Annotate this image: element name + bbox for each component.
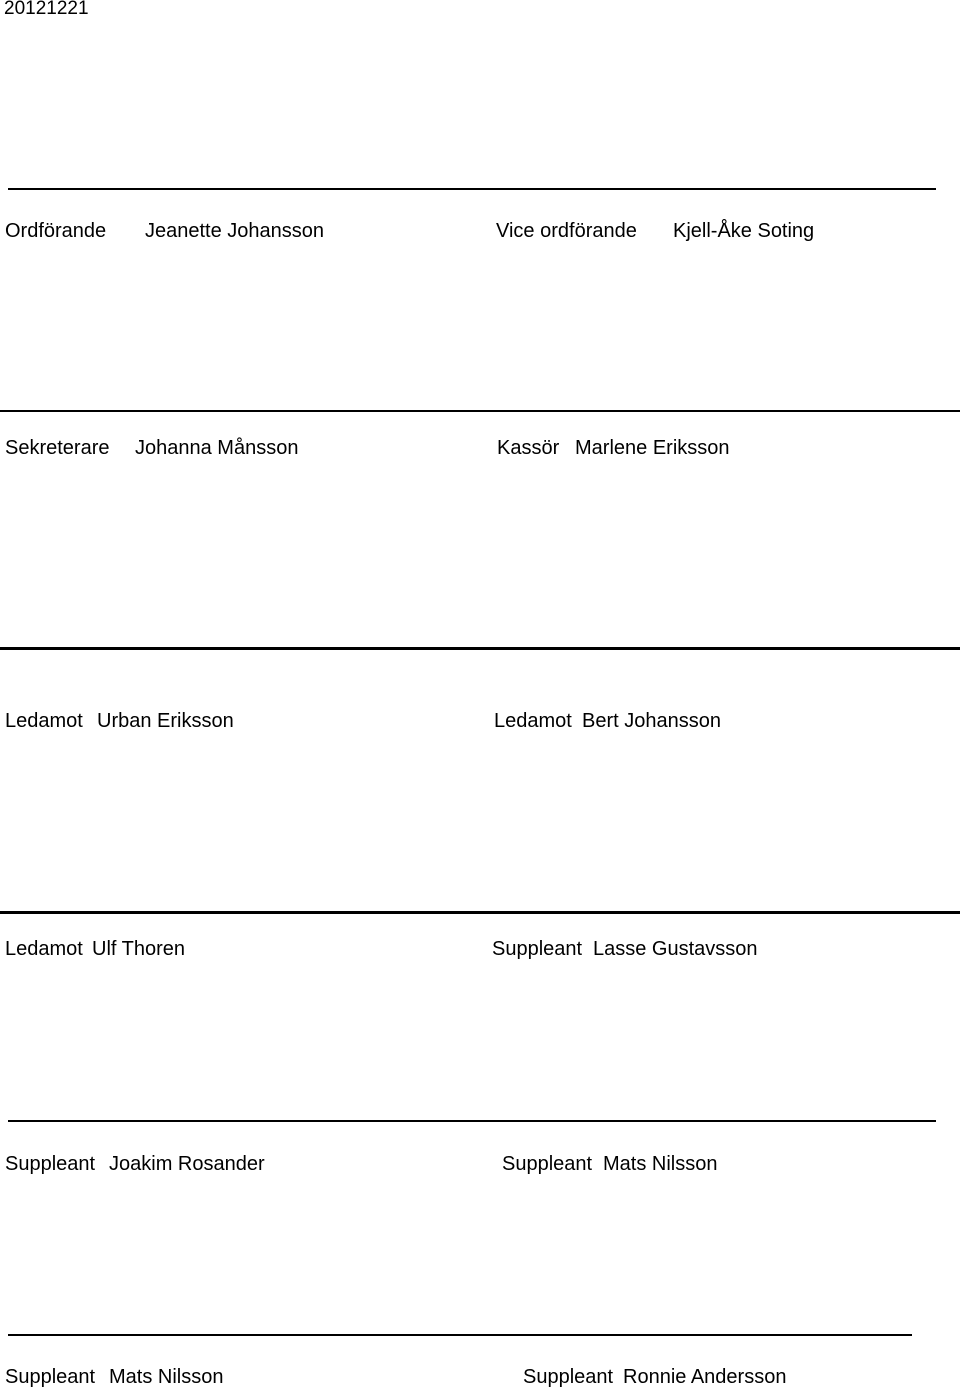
- signature-line: [0, 911, 960, 914]
- role-label: Kassör: [497, 437, 560, 459]
- member-name: Jeanette Johansson: [145, 220, 325, 242]
- signature-row: [0, 435, 960, 461]
- role-label: Suppleant: [492, 938, 583, 960]
- member-name: Urban Eriksson: [97, 710, 234, 732]
- signature-line: [8, 1120, 936, 1122]
- member-name: Mats Nilsson: [603, 1153, 718, 1175]
- role-label: Suppleant: [502, 1153, 593, 1175]
- member-name: Lasse Gustavsson: [593, 938, 758, 960]
- member-name: Joakim Rosander: [109, 1153, 265, 1175]
- role-label: Ledamot: [5, 710, 83, 732]
- member-name: Bert Johansson: [582, 710, 721, 732]
- signature-line: [0, 647, 960, 650]
- role-label: Ordförande: [5, 220, 107, 242]
- signature-row: [0, 1151, 960, 1177]
- member-name: Johanna Månsson: [135, 437, 299, 459]
- signature-row: [0, 1364, 960, 1390]
- member-name: Marlene Eriksson: [575, 437, 730, 459]
- role-label: Suppleant: [5, 1153, 96, 1175]
- member-name: Kjell-Åke Soting: [673, 220, 815, 242]
- member-name: Ronnie Andersson: [623, 1366, 787, 1388]
- role-label: Ledamot: [5, 938, 83, 960]
- signature-row: [0, 708, 960, 734]
- role-label: Vice ordförande: [496, 220, 637, 242]
- role-label: Sekreterare: [5, 437, 110, 459]
- document-date: 20121221: [4, 0, 89, 19]
- member-name: Mats Nilsson: [109, 1366, 224, 1388]
- role-label: Suppleant: [523, 1366, 614, 1388]
- member-name: Ulf Thoren: [92, 938, 186, 960]
- signature-line: [8, 1334, 912, 1336]
- role-label: Suppleant: [5, 1366, 96, 1388]
- role-label: Ledamot: [494, 710, 572, 732]
- signature-row: [0, 218, 960, 244]
- signature-line: [8, 188, 936, 190]
- signature-row: [0, 936, 960, 962]
- signature-line: [0, 410, 960, 412]
